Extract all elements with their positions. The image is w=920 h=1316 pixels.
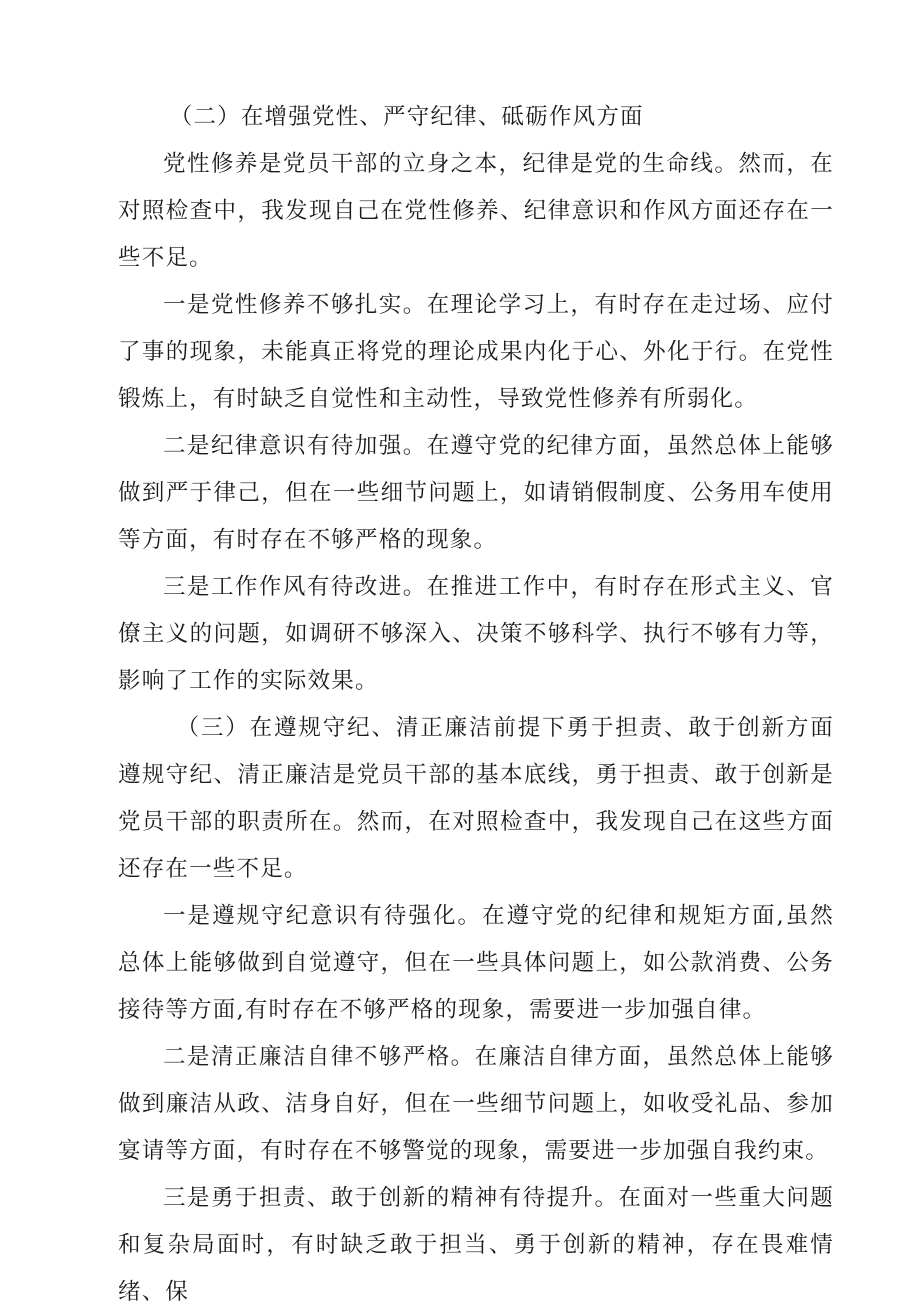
section-2-heading: （二）在增强党性、严守纪律、砥砺作风方面 — [169, 104, 644, 130]
document-body — [118, 94, 834, 1316]
section-3-point-2-paragraph: 二是清正廉洁自律不够严格。在廉洁自律方面，虽然总体上能够做到廉洁从政、洁身自好，但在一些细节问题上，如收受礼品、参加宴请等方面，有时存在不够警觉的现象，需要进一步加强自我约束。 — [118, 1044, 834, 1164]
section-2-intro-paragraph: 党性修养是党员干部的立身之本，纪律是党的生命线。然而，在对照检查中，我发现自己在党性修养、纪律意识和作风方面还存在一些不足。 — [118, 151, 834, 271]
section-3-heading-and-intro: （三）在遵规守纪、清正廉洁前提下勇于担责、敢于创新方面遵规守纪、清正廉洁是党员干部的基本底线，勇于担责、敢于创新是党员干部的职责所在。然而，在对照检查中，我发现自己在这些方面还存在一些不足。 — [118, 715, 834, 882]
section-2-point-3-paragraph: 三是工作作风有待改进。在推进工作中，有时存在形式主义、官僚主义的问题，如调研不够深入、决策不够科学、执行不够有力等，影响了工作的实际效果。 — [118, 574, 834, 694]
section-2-point-2-paragraph: 二是纪律意识有待加强。在遵守党的纪律方面，虽然总体上能够做到严于律己，但在一些细节问题上，如请销假制度、公务用车使用等方面，有时存在不够严格的现象。 — [118, 433, 834, 553]
section-3-point-1-paragraph: 一是遵规守纪意识有待强化。在遵守党的纪律和规矩方面,虽然总体上能够做到自觉遵守，但在一些具体问题上，如公款消费、公务接待等方面,有时存在不够严格的现象，需要进一步加强自律。 — [118, 903, 834, 1023]
section-2-point-1-paragraph: 一是党性修养不够扎实。在理论学习上，有时存在走过场、应付了事的现象，未能真正将党的理论成果内化于心、外化于行。在党性锻炼上，有时缺乏自觉性和主动性，导致党性修养有所弱化。 — [118, 292, 834, 412]
section-3-point-3-paragraph: 三是勇于担责、敢于创新的精神有待提升。在面对一些重大问题和复杂局面时，有时缺乏敢于担当、勇于创新的精神，存在畏难情绪、保 — [118, 1185, 834, 1305]
